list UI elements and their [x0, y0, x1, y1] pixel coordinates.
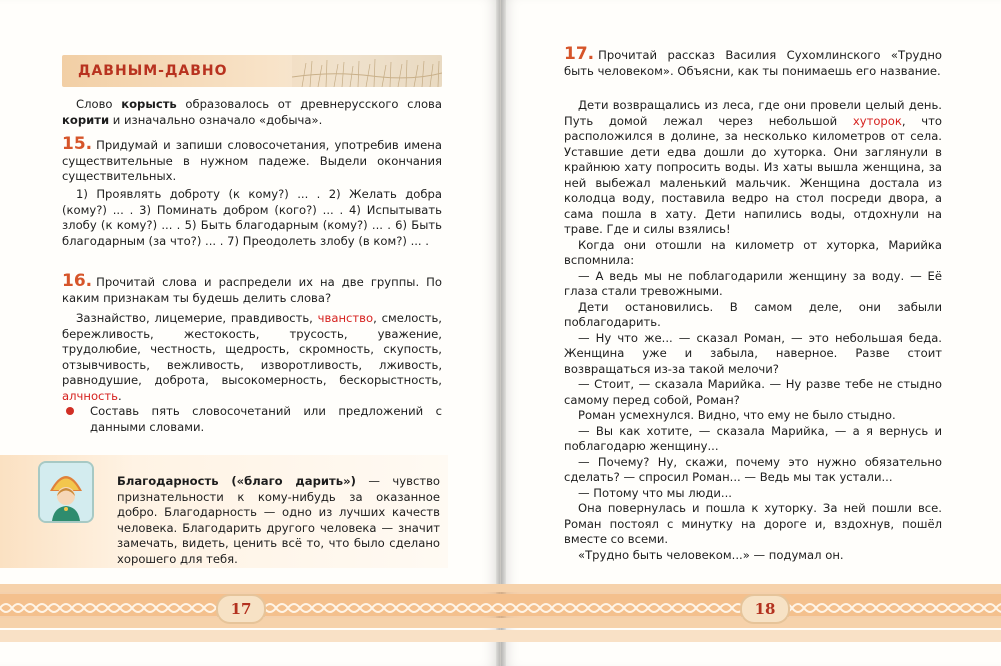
intro-paragraph: [62, 97, 442, 128]
exercise-17-number: 17.: [564, 44, 595, 64]
bullet-task-text: Составь пять словосочетаний или предложений с данными словами.: [90, 404, 442, 434]
words-part-b: , смелость, бережливость, жестокость, трусость, уважение, трудолюбие, честность, щедрость, скромность, скупость, отзывчивость, вежливость, изворотливость, лживость, равнодушие, доброта, высокомерность, бескорыстность,: [62, 311, 442, 387]
words-part-a: Зазнайство, лицемерие, правдивость,: [76, 311, 318, 325]
story-paragraph: Она повернулась и пошла к хуторку. За ней пошли все. Роман постоял с минутку на дороге и, вздохнув, пошёл вместе со всеми.: [564, 501, 942, 546]
story-p1-a: Дети возвращались из леса, где они провели целый день. Путь домой лежал через небольшой: [564, 98, 942, 128]
story-text: [564, 98, 942, 563]
exercise-15-items: [62, 187, 442, 249]
right-page: [501, 0, 1001, 666]
word-alchnost: алчность: [62, 388, 118, 403]
page-number-left: 17: [216, 594, 266, 624]
story-paragraph: — Вы как хотите, — сказала Марийка, — а я вернусь и поблагодарю женщину...: [564, 423, 942, 453]
story-paragraph: — Потому что мы люди...: [578, 485, 732, 500]
section-banner: [62, 55, 442, 87]
wheat-field-illustration: [292, 55, 442, 87]
girl-portrait-icon: [38, 461, 94, 523]
footer-ornament: [0, 578, 1001, 642]
story-paragraph: Дети остановились. В самом деле, они забыли поблагодарить.: [564, 299, 942, 329]
banner-title: ДАВНЫМ-ДАВНО: [78, 63, 228, 79]
words-part-c: .: [118, 388, 122, 403]
bullet-icon: [66, 407, 74, 415]
exercise-15-text: Придумай и запиши словосочетания, употребив имена существительные в нужном падеже. Выдели окончания существительных.: [62, 138, 442, 183]
word-khutorok: хуторок: [852, 113, 902, 128]
exercise-16-number: 16.: [62, 271, 93, 291]
story-paragraph: Когда они отошли на километр от хуторка, Марийка вспомнила:: [564, 237, 942, 267]
story-paragraph: Роман усмехнулся. Видно, что ему не было стыдно.: [578, 408, 896, 422]
page-number-right: 18: [740, 594, 790, 624]
exercise-16-words: [62, 311, 442, 404]
left-page: [0, 0, 500, 666]
word-korist: корысть: [121, 97, 177, 111]
exercise-16-bullet-task: [90, 404, 442, 435]
story-paragraph: [564, 98, 942, 238]
intro-text-2: образовалось от древнерусского слова: [176, 97, 442, 111]
book-gutter: [496, 0, 506, 666]
story-paragraph: — Ну что же... — сказал Роман, — это небольшая беда. Женщина уже и забыла, наверное. Разве стоит возвращаться из-за такой мелочи?: [564, 330, 942, 376]
story-paragraph: «Трудно быть человеком...» — подумал он.: [578, 547, 844, 562]
definition-gloss: («благо дарить»): [218, 474, 356, 488]
story-paragraph: — А ведь мы не поблагодарили женщину за воду. — Её глаза стали тревожными.: [564, 268, 942, 298]
exercise-17-task: [564, 44, 942, 79]
intro-text-3: и изначально означало «добыча».: [109, 112, 323, 127]
definition-text: [117, 474, 440, 567]
definition-term: Благодарность: [117, 474, 219, 488]
exercise-16-task: [62, 271, 442, 306]
story-paragraph: — Стоит, — сказала Марийка. — Ну разве тебе не стыдно самому перед собой, Роман?: [564, 377, 942, 407]
word-chvanstvo: чванство: [317, 311, 374, 325]
definition-body: — чувство признательности к кому-нибудь за оказанное добро. Благодарность — одно из лучших качеств человека. Благодарить другого человека — значит замечать, видеть, ценить всё то, что было сделано хорошего для тебя.: [117, 474, 440, 566]
exercise-15-task: [62, 134, 442, 185]
word-koriti: корити: [62, 112, 110, 127]
exercise-17-text: Прочитай рассказ Василия Сухомлинского «Трудно быть человеком». Объясни, как ты понимаешь его название.: [564, 48, 942, 78]
story-p1-b: , что расположился в долине, за несколько километров от села. Уставшие дети едва дошли до хуторка. Они заглянули в крайнюю хату попросить воды. Из хаты вышла женщина, за ней выбежал маленький мальчик. Женщина достала из колодца воду, поставила ведро на стол посреди двора, а сама пошла в хату. Дети напились воды, отдохнули на траве. Где и силы взялись!: [564, 113, 942, 236]
intro-text-1: Слово: [76, 97, 122, 111]
exercise-15-number: 15.: [62, 134, 93, 154]
story-paragraph: — Почему? Ну, скажи, почему это нужно обязательно сделать? — спросил Роман... — Ведь мы так устали...: [564, 454, 942, 484]
exercise-15-items-text: 1) Проявлять доброту (к кому?) ... . 2) Желать добра (кому?) ... . 3) Поминать добром (кого?) ... . 4) Испытывать злобу (к кому?) ... . 5) Быть благодарным (кому?) ... . 6) Быть благодарным (за что?) ... . 7) Преодолеть злобу (в ком?) ... .: [62, 187, 442, 248]
exercise-16-text: Прочитай слова и распредели их на две группы. По каким признакам ты будешь делить слова?: [62, 275, 442, 305]
